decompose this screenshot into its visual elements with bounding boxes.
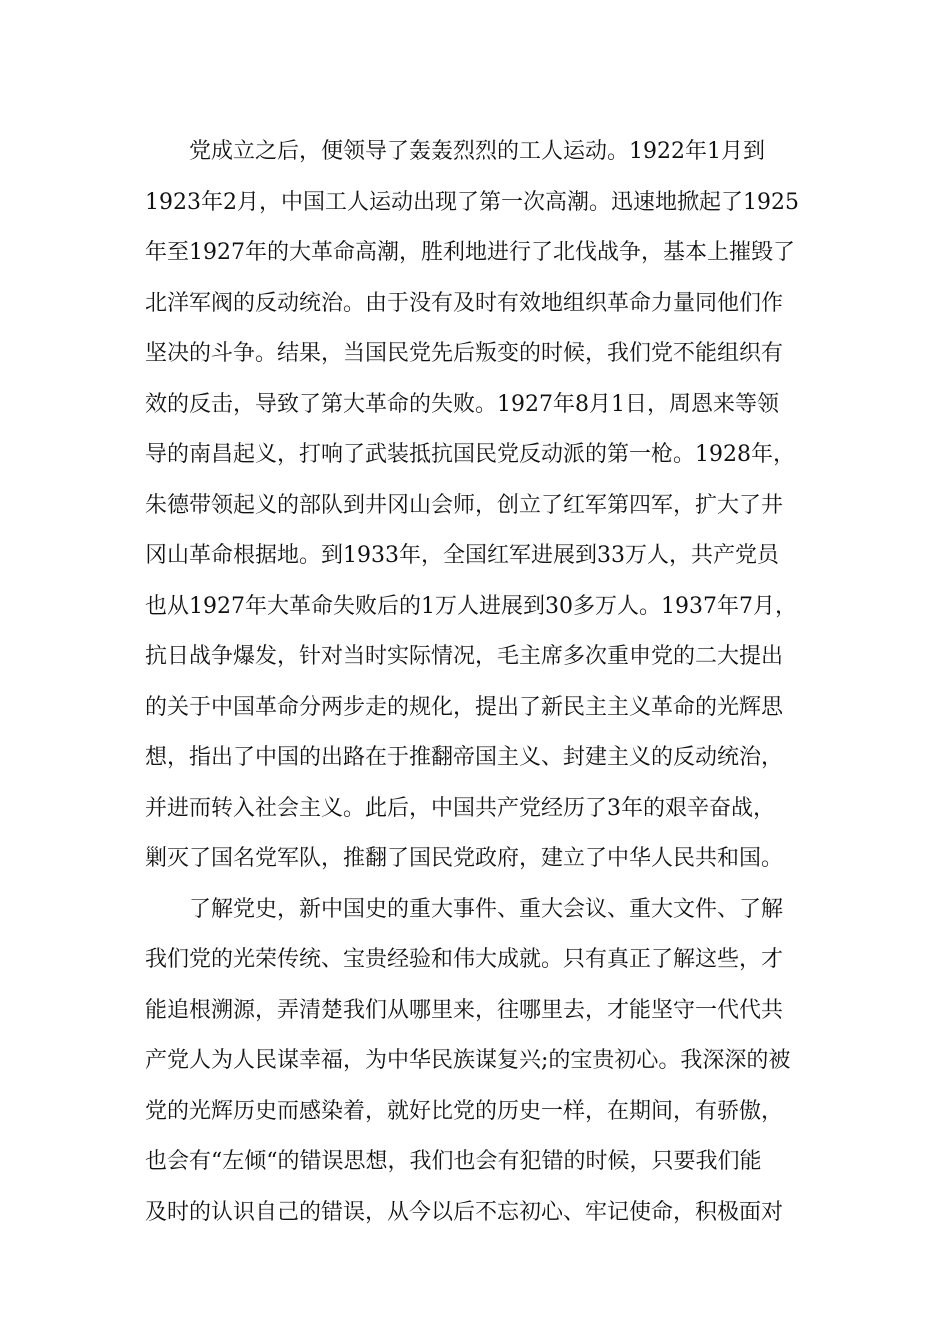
text-line: 北洋军阀的反动统治。由于没有及时有效地组织革命力量同他们作 <box>145 290 784 316</box>
text-line: 冈山革命根据地。到1933年，全国红军进展到33万人，共产党员 <box>145 543 779 568</box>
text-line: 也会有“左倾“的错误思想，我们也会有犯错的时候，只要我们能 <box>145 1149 762 1174</box>
text-line: 也从1927年大革命失败后的1万人进展到30多万人。1937年7月， <box>145 593 797 619</box>
text-line: 想，指出了中国的出路在于推翻帝国主义、封建主义的反动统治， <box>145 745 784 770</box>
text-line: 及时的认识自己的错误，从今以后不忘初心、牢记使命，积极面对 <box>145 1199 784 1225</box>
text-line: 并进而转入社会主义。此后，中国共产党经历了3年的艰辛奋战， <box>145 795 775 821</box>
text-line: 剿灭了国名党军队，推翻了国民党政府，建立了中华人民共和国。 <box>145 846 784 871</box>
text-line: 我们党的光荣传统、宝贵经验和伟大成就。只有真正了解这些，才 <box>145 947 784 972</box>
text-line: 产党人为人民谋幸福，为中华民族谋复兴;的宝贵初心。我深深的被 <box>145 1048 791 1073</box>
text-line: 党成立之后，便领导了轰轰烈烈的工人运动。1922年1月到 <box>145 139 765 164</box>
text-line: 党的光辉历史而感染着，就好比党的历史一样，在期间，有骄傲， <box>145 1098 784 1124</box>
text-line: 朱德带领起义的部队到井冈山会师，创立了红军第四军，扩大了井 <box>145 492 784 518</box>
text-line: 坚决的斗争。结果，当国民党先后叛变的时候，我们党不能组织有 <box>145 341 784 366</box>
text-line: 能追根溯源，弄清楚我们从哪里来，往哪里去，才能坚守一代代共 <box>145 997 784 1023</box>
text-line: 的关于中国革命分两步走的规化，提出了新民主主义革命的光辉思 <box>145 694 784 720</box>
text-line: 1923年2月，中国工人运动出现了第一次高潮。迅速地掀起了1925 <box>145 189 799 215</box>
text-line: 了解党史，新中国史的重大事件、重大会议、重大文件、了解 <box>145 896 784 922</box>
body-text <box>145 127 835 1238</box>
text-line: 年至1927年的大革命高潮，胜利地进行了北伐战争，基本上摧毁了 <box>145 240 795 265</box>
text-line: 抗日战争爆发，针对当时实际情况，毛主席多次重申党的二大提出 <box>145 644 784 669</box>
text-line: 效的反击，导致了第大革命的失败。1927年8月1日，周恩来等领 <box>145 391 779 417</box>
text-line: 导的南昌起义，打响了武装抵抗国民党反动派的第一枪。1928年， <box>145 442 795 467</box>
